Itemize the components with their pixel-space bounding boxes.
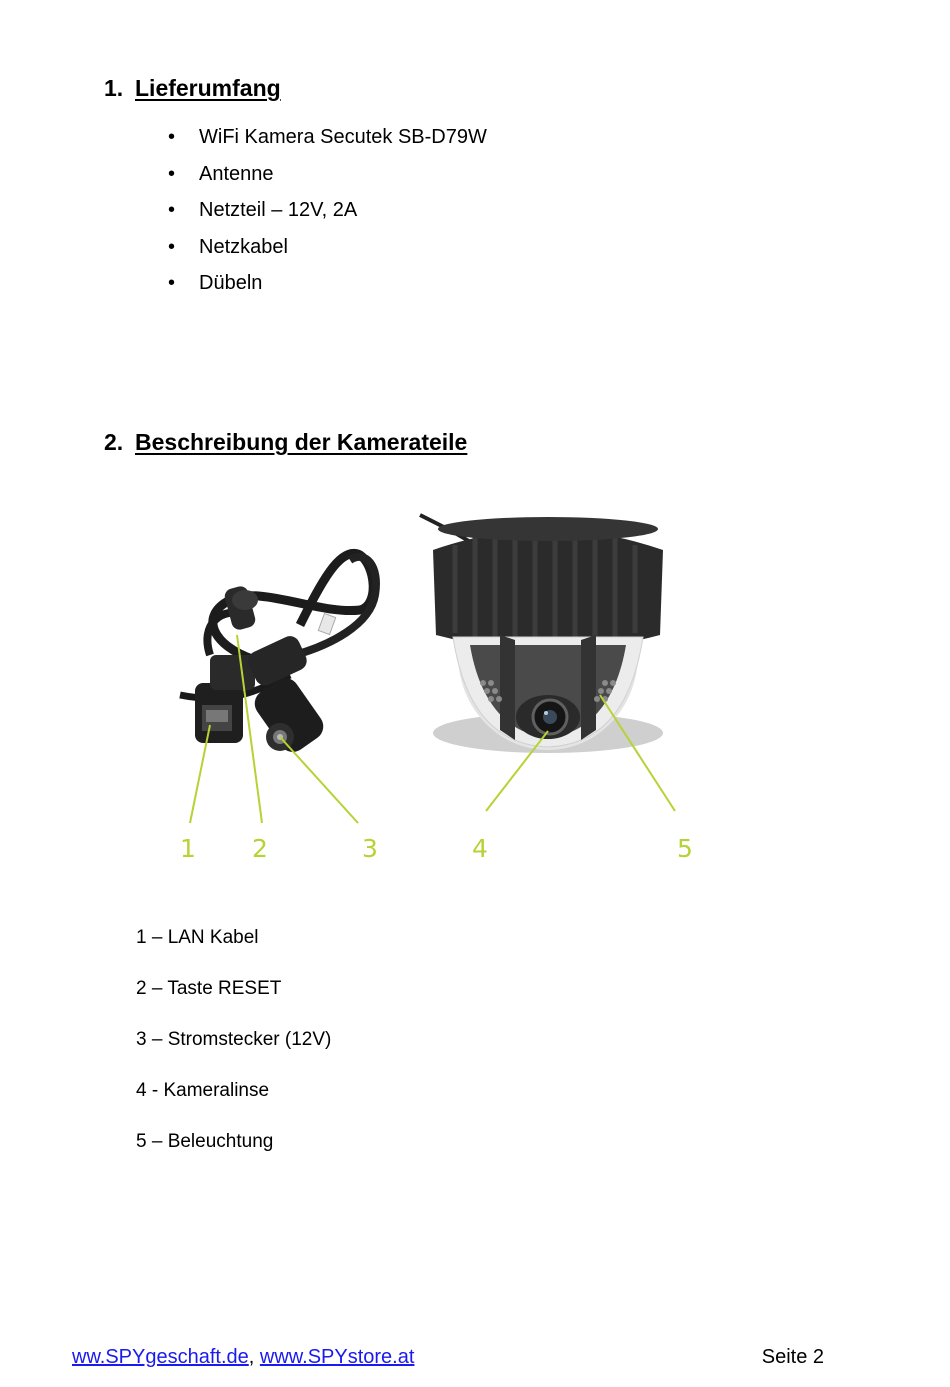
section-number: 2.	[104, 429, 124, 455]
callout-number: 3	[362, 834, 378, 863]
delivery-list	[168, 126, 487, 309]
legend-item: 4 - Kameralinse	[136, 1080, 270, 1101]
bullet-icon: •	[168, 199, 176, 221]
legend-item: 1 – LAN Kabel	[136, 927, 259, 948]
callout-number: 2	[252, 834, 268, 863]
callout-number: 4	[472, 834, 488, 863]
section-heading-lieferumfang	[104, 75, 281, 102]
section-title: Lieferumfang	[135, 75, 281, 101]
bullet-icon: •	[168, 162, 176, 185]
bullet-icon: •	[168, 235, 176, 258]
legend-item: 2 – Taste RESET	[136, 978, 282, 999]
page-number: Seite 2	[761, 1346, 824, 1368]
bullet-icon: •	[168, 126, 176, 148]
bullet-icon: •	[168, 272, 176, 294]
section-heading-kamerateile	[104, 429, 467, 456]
callout-number: 1	[180, 834, 196, 863]
list-item: • Dübeln	[168, 272, 263, 294]
camera-parts-figure	[170, 505, 730, 875]
footer-link-spygeschaft[interactable]: ww.SPYgeschaft.de	[72, 1346, 249, 1368]
footer-separator: ,	[248, 1346, 255, 1368]
list-item: • WiFi Kamera Secutek SB-D79W	[168, 126, 487, 148]
list-item: • Netzteil – 12V, 2A	[168, 199, 358, 221]
list-item: • Netzkabel	[168, 235, 288, 258]
parts-legend	[136, 927, 331, 1182]
list-item: • Antenne	[168, 162, 274, 185]
page-footer	[72, 1346, 824, 1369]
legend-item: 5 – Beleuchtung	[136, 1131, 274, 1152]
dome-camera-image	[420, 515, 663, 753]
legend-item: 3 – Stromstecker (12V)	[136, 1029, 332, 1050]
footer-link-spystore[interactable]: www.SPYstore.at	[259, 1346, 415, 1368]
section-number: 1.	[104, 75, 124, 101]
callout-number: 5	[677, 834, 693, 863]
section-title: Beschreibung der Kamerateile	[135, 429, 468, 455]
